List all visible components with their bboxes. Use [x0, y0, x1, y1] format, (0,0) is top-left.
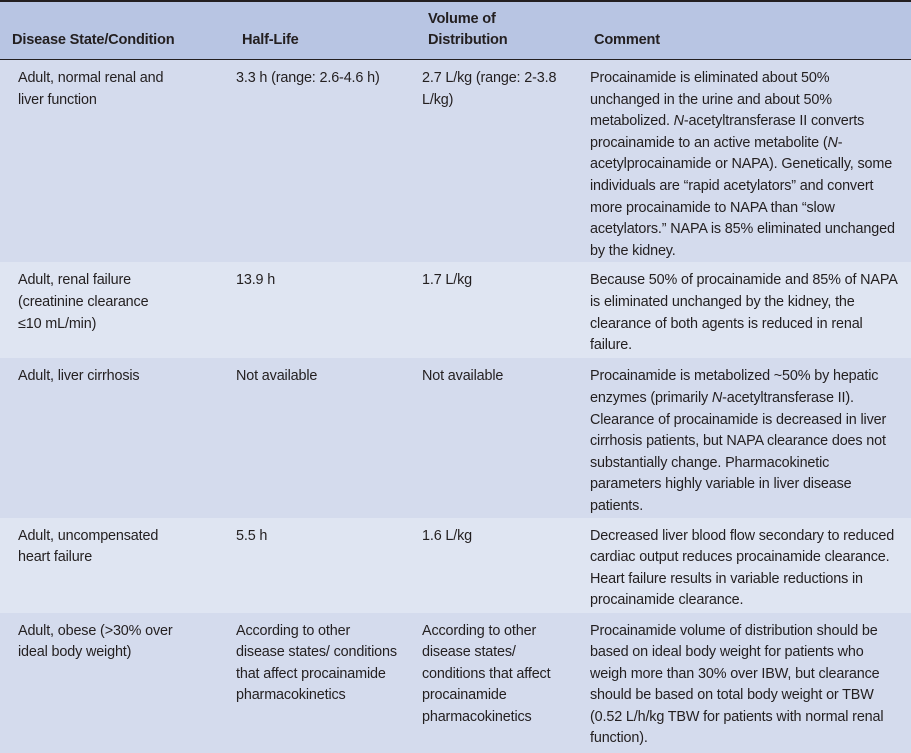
condition-cell: Adult, normal renal and liver function — [18, 70, 164, 108]
half-life-cell: 5.5 h — [236, 527, 268, 544]
comment-cell: Procainamide is eliminated about 50% unchanged in the urine and about 50% metabolized. N-acetyltransferase II converts procainamide to an active metabolite (N-acetylprocainamide or NAPA). Genetically, some individuals are “rapid acetylators” and convert more procainamide to NAPA than “slow acetylators.” NAPA is 85% eliminated unchanged by the kidney. — [590, 70, 895, 259]
table-row — [0, 262, 911, 358]
header-comment: Comment — [594, 32, 660, 48]
comment-cell: Because 50% of procainamide and 85% of NAPA is eliminated unchanged by the kidney, the clearance of both agents is reduced in renal failure. — [590, 272, 897, 354]
volume-cell: Not available — [422, 368, 504, 385]
condition-cell: Adult, liver cirrhosis — [18, 368, 140, 385]
header-volume-of-distribution: Volume of Distribution — [428, 11, 508, 48]
half-life-cell: 3.3 h (range: 2.6-4.6 h) — [236, 70, 380, 86]
volume-cell: 1.6 L/kg — [422, 527, 473, 544]
header-row — [0, 1, 911, 60]
comment-cell: Procainamide volume of distribution should be based on ideal body weight for patients who weigh more than 30% over IBW, but clearance should be based on total body weight or TBW (0.52 L/h/kg TBW for patients with normal renal function). — [590, 622, 884, 747]
table-row — [0, 60, 911, 263]
table-row — [0, 613, 911, 753]
half-life-cell: According to other disease states/ conditions that affect procainamide pharmacokinetics — [236, 622, 397, 704]
volume-cell: According to other disease states/ conditions that affect procainamide pharmacokinetics — [422, 622, 551, 725]
table-row — [0, 358, 911, 517]
comment-cell: Decreased liver blood flow secondary to reduced cardiac output reduces procainamide clearance. Heart failure results in variable reductions in procainamide clearance. — [590, 527, 895, 609]
table-header — [0, 1, 911, 60]
half-life-cell: 13.9 h — [236, 272, 276, 289]
half-life-cell: Not available — [236, 368, 318, 385]
header-half-life: Half-Life — [242, 32, 299, 48]
condition-cell: Adult, renal failure (creatinine clearance ≤10 mL/min) — [18, 272, 149, 332]
condition-cell: Adult, obese (>30% over ideal body weight) — [18, 622, 173, 661]
volume-cell: 2.7 L/kg (range: 2-3.8 L/kg) — [422, 70, 557, 108]
comment-cell: Procainamide is metabolized ~50% by hepatic enzymes (primarily N-acetyltransferase II). Clearance of procainamide is decreased in liver cirrhosis patients, but NAPA clearance does not substantially change. Pharmacokinetic parameters highly variable in liver disease patients. — [590, 368, 887, 514]
header-disease-state: Disease State/Condition — [12, 32, 175, 48]
volume-cell: 1.7 L/kg — [422, 272, 473, 289]
table-row — [0, 518, 911, 613]
condition-cell: Adult, uncompensated heart failure — [18, 527, 159, 566]
table-body — [0, 60, 911, 753]
